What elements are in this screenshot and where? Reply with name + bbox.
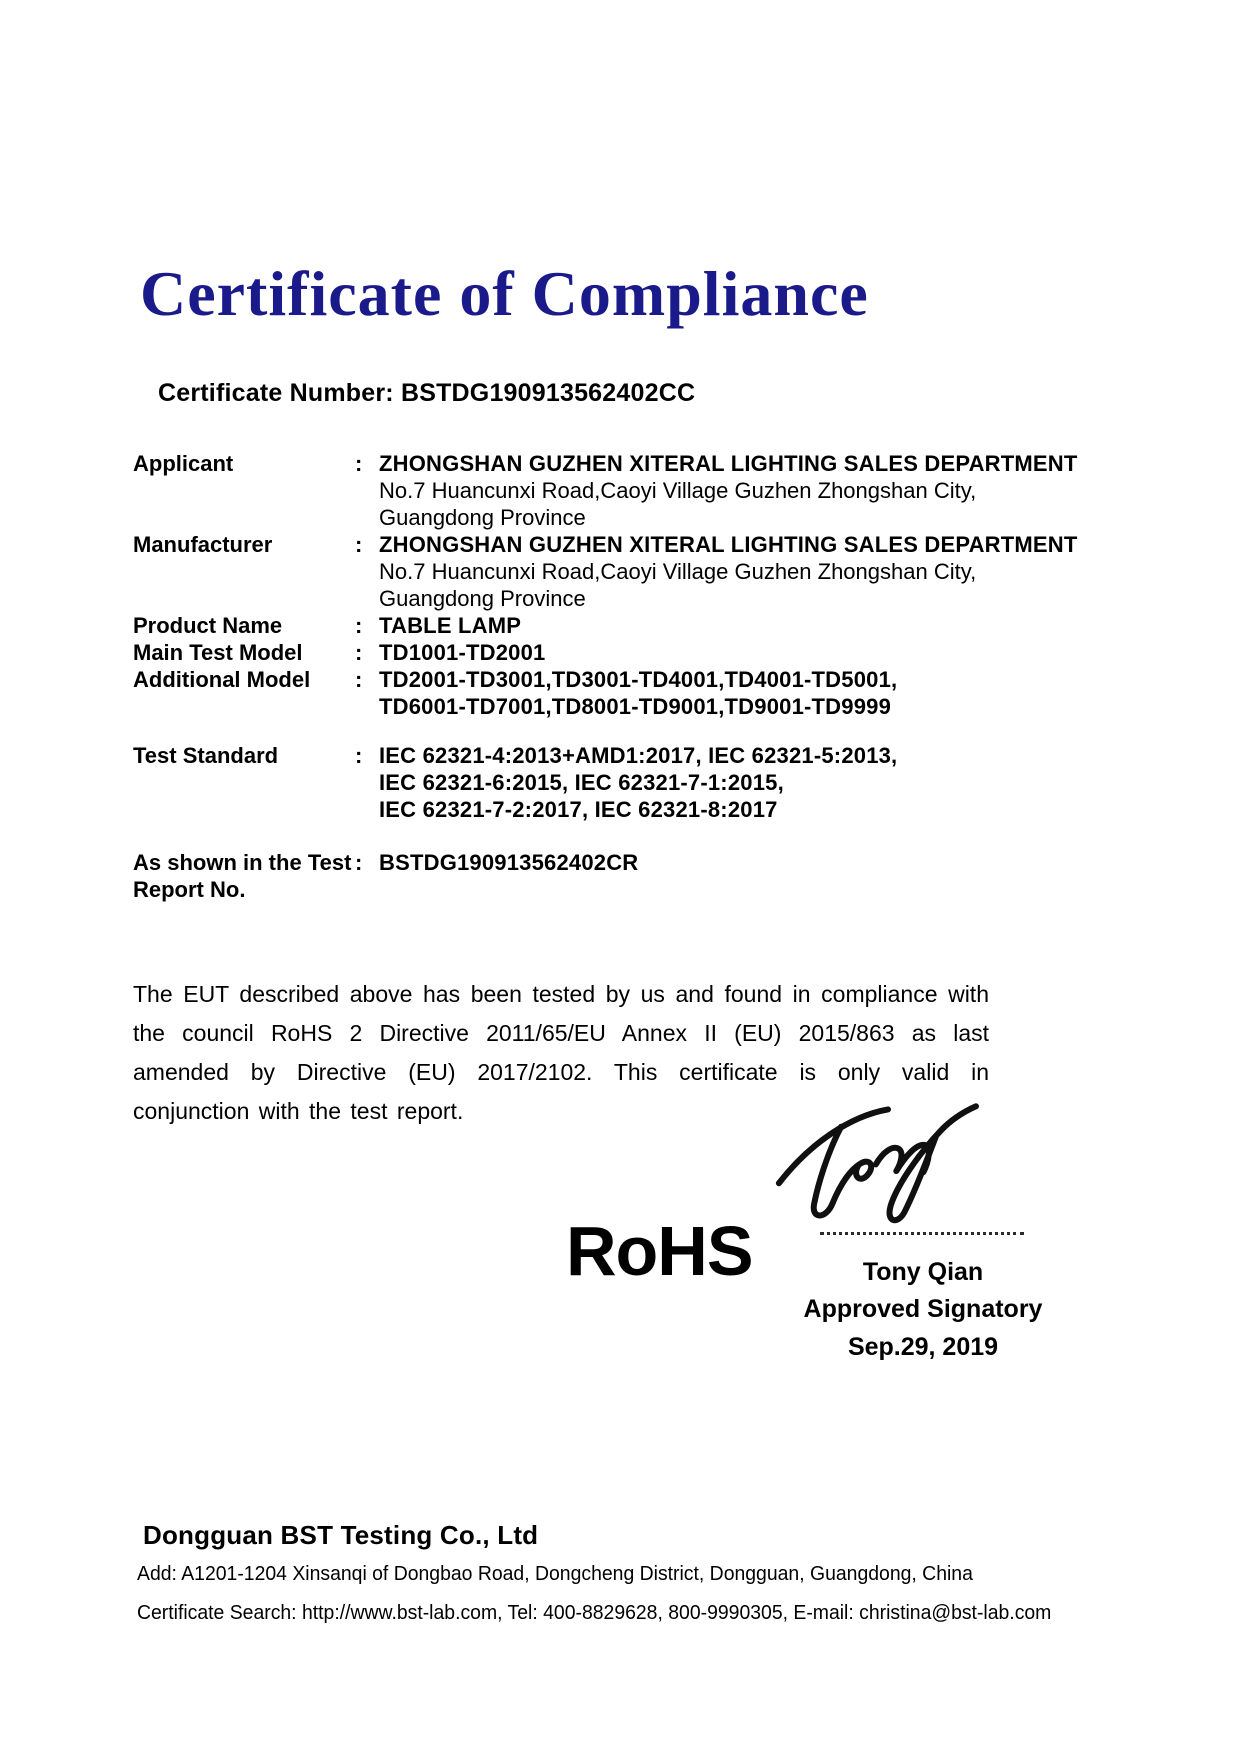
field-value	[379, 450, 1093, 531]
field-label: Manufacturer	[133, 532, 273, 557]
signatory-role: Approved Signatory	[803, 1295, 1043, 1323]
footer-company-name: Dongguan BST Testing Co., Ltd	[143, 1520, 539, 1550]
certificate-fields	[133, 450, 1093, 903]
certificate-number-value: BSTDG190913562402CC	[400, 379, 696, 407]
field-value	[379, 742, 1093, 823]
field-value	[379, 639, 1093, 666]
applicant-address-line1: No.7 Huancunxi Road,Caoyi Village Guzhen Zhongshan City,	[379, 478, 977, 503]
field-row-product-name	[133, 612, 1093, 639]
field-label: Additional Model	[133, 667, 311, 692]
field-colon: :	[355, 743, 363, 768]
field-colon: :	[355, 667, 363, 692]
field-label	[133, 849, 355, 903]
applicant-name: ZHONGSHAN GUZHEN XITERAL LIGHTING SALES DEPARTMENT	[379, 451, 1078, 476]
footer-contact: Certificate Search: http://www.bst-lab.com, Tel: 400-8829628, 800-9990305, E-mail: christina@bst-lab.com	[137, 1602, 1052, 1624]
additional-model-line2: TD6001-TD7001,TD8001-TD9001,TD9001-TD9999	[379, 694, 892, 719]
test-standard-line3: IEC 62321-7-2:2017, IEC 62321-8:2017	[379, 797, 778, 822]
field-row-test-standard	[133, 742, 1093, 823]
field-value	[379, 531, 1093, 612]
field-row-additional-model	[133, 666, 1093, 720]
field-colon: :	[355, 613, 363, 638]
test-standard-line1: IEC 62321-4:2013+AMD1:2017, IEC 62321-5:2013,	[379, 743, 898, 768]
field-label: Product Name	[133, 613, 283, 638]
field-label: Test Standard	[133, 743, 279, 768]
rohs-logo: RoHS	[566, 1212, 753, 1290]
field-row-applicant	[133, 450, 1093, 531]
footer-address: Add: A1201-1204 Xinsanqi of Dongbao Road, Dongcheng District, Dongguan, Guangdong, China	[137, 1563, 973, 1585]
field-value	[379, 612, 1093, 639]
signature-icon	[772, 1102, 992, 1232]
manufacturer-address-line2: Guangdong Province	[379, 586, 586, 611]
manufacturer-address-line1: No.7 Huancunxi Road,Caoyi Village Guzhen Zhongshan City,	[379, 559, 977, 584]
field-colon: :	[355, 850, 363, 875]
applicant-address-line2: Guangdong Province	[379, 505, 586, 530]
field-row-main-test-model	[133, 639, 1093, 666]
field-label: Applicant	[133, 451, 234, 476]
product-name-value: TABLE LAMP	[379, 613, 522, 638]
field-row-manufacturer	[133, 531, 1093, 612]
certificate-number-label: Certificate Number:	[158, 379, 394, 407]
field-row-test-report-no	[133, 849, 1093, 903]
manufacturer-name: ZHONGSHAN GUZHEN XITERAL LIGHTING SALES DEPARTMENT	[379, 532, 1078, 557]
page-title: Certificate of Compliance	[140, 257, 869, 329]
test-report-number-value: BSTDG190913562402CR	[379, 850, 639, 875]
signature-dotted-line	[820, 1232, 1024, 1235]
additional-model-line1: TD2001-TD3001,TD3001-TD4001,TD4001-TD5001,	[379, 667, 898, 692]
field-colon: :	[355, 640, 363, 665]
field-value	[379, 849, 1093, 876]
signatory-block	[793, 1258, 1053, 1361]
field-colon: :	[355, 451, 363, 476]
certificate-number-line	[158, 379, 695, 408]
field-label: Main Test Model	[133, 640, 303, 665]
field-value	[379, 666, 1093, 720]
test-standard-line2: IEC 62321-6:2015, IEC 62321-7-1:2015,	[379, 770, 784, 795]
signatory-name: Tony Qian	[862, 1258, 984, 1286]
field-label-line1: As shown in the	[133, 850, 302, 875]
field-colon: :	[355, 532, 363, 557]
field-label-line2: Test Report No.	[133, 850, 352, 902]
signatory-date: Sep.29, 2019	[847, 1333, 999, 1361]
compliance-statement: The EUT described above has been tested by us and found in compliance with the council RoHS 2 Directive 2011/65/EU Annex II (EU) 2015/863 as last amended by Directive (EU) 2017/2102. This certificate is only valid in conjunction with the test report.	[133, 981, 989, 1124]
main-test-model-value: TD1001-TD2001	[379, 640, 546, 665]
